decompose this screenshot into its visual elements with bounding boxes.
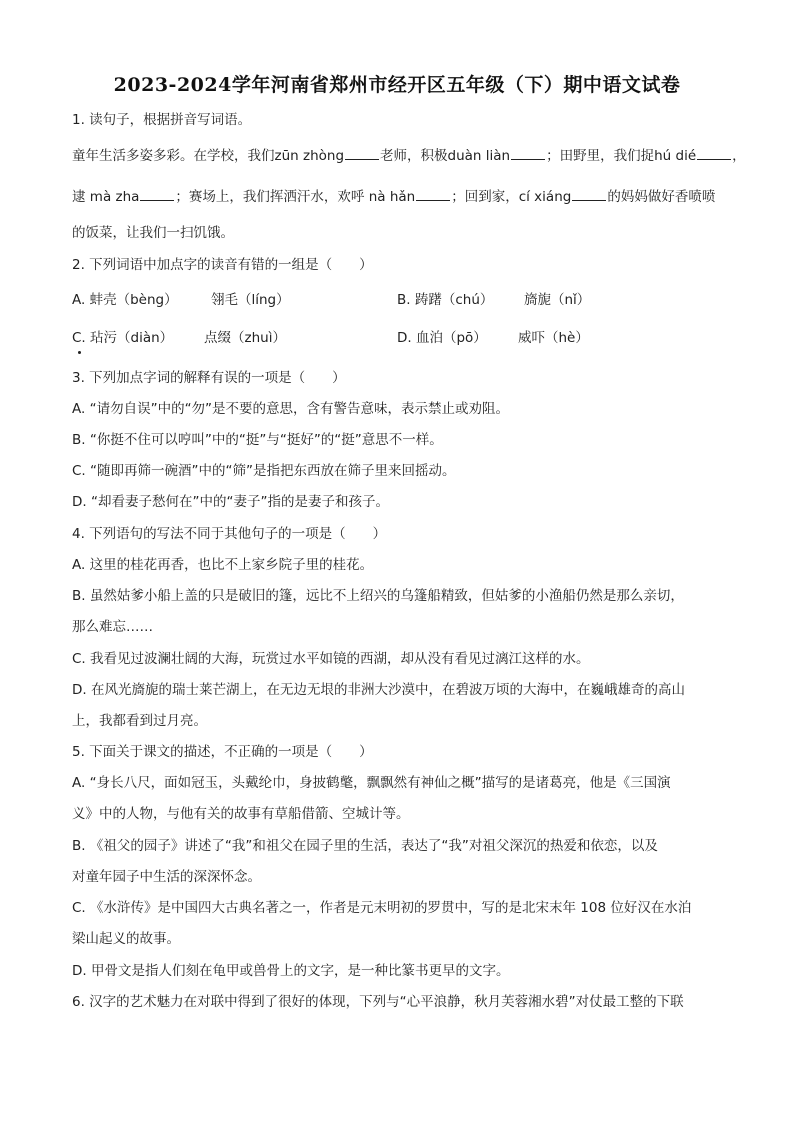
q4-option-d-line2: 上，我都看到过月亮。 [72, 713, 207, 729]
answer-blank[interactable] [416, 186, 450, 201]
q3-option-a: A. “请勿自误”中的“勿”是不要的意思，含有警告意味，表示禁止或劝阻。 [72, 401, 510, 417]
q5-option-c-line2: 梁山起义的故事。 [72, 931, 180, 947]
q1-line1-c: ；田野里，我们捉hú dié [546, 148, 697, 164]
q2-option-b-word1: B. 踌躇（chú） [397, 292, 494, 308]
q1-line2-b: ；赛场上，我们挥洒汗水，欢呼 nà hǎn [175, 189, 416, 205]
q2-option-d-word2: 威吓（hè） [518, 330, 589, 346]
q5-stem: 5. 下面关于课文的描述，不正确的一项是（ ） [72, 744, 373, 760]
q3-option-c: C. “随即再筛一碗酒”中的“筛”是指把东西放在筛子里来回摇动。 [72, 463, 456, 479]
answer-blank[interactable] [572, 186, 606, 201]
q4-option-d-line1: D. 在风光旖旎的瑞士莱芒湖上，在无边无垠的非洲大沙漠中，在碧波万顷的大海中，在巍峨雄奇的高山 [72, 682, 685, 698]
q3-option-b: B. “你挺不住可以哼叫”中的“挺”与“挺好”的“挺”意思不一样。 [72, 432, 443, 448]
emphasis-dot [78, 351, 81, 354]
q4-option-b-line2: 那么难忘…… [72, 619, 153, 635]
answer-blank[interactable] [140, 186, 174, 201]
q4-option-b-line1: B. 虽然姑爹小船上盖的只是破旧的篷，远比不上绍兴的乌篷船精致，但姑爹的小渔船仍然是那么亲切， [72, 588, 684, 604]
q5-option-a-line2: 义》中的人物，与他有关的故事有草船借箭、空城计等。 [72, 806, 410, 822]
q1-line1-d: ， [732, 148, 746, 164]
q2-option-b-word2: 旖旎（nǐ） [524, 292, 591, 308]
q4-option-c: C. 我看见过波澜壮阔的大海，玩赏过水平如镜的西湖，却从没有看见过漓江这样的水。 [72, 651, 590, 667]
q1-line2-a: 逮 mà zha [72, 189, 140, 205]
q5-option-c-line1: C. 《水浒传》是中国四大古典名著之一，作者是元末明初的罗贯中，写的是北宋末年 108 位好汉在水泊 [72, 900, 692, 916]
q6-stem: 6. 汉字的艺术魅力在对联中得到了很好的体现，下列与“心平浪静，秋月芙蓉湘水碧”对仗最工整的下联 [72, 994, 684, 1010]
q4-stem: 4. 下列语句的写法不同于其他句子的一项是（ ） [72, 526, 387, 542]
q2-stem: 2. 下列词语中加点字的读音有错的一组是（ ） [72, 257, 373, 273]
q3-stem: 3. 下列加点字词的解释有误的一项是（ ） [72, 370, 346, 386]
q2-option-a-word2: 翎毛（líng） [211, 292, 290, 308]
answer-blank[interactable] [697, 145, 731, 160]
q1-stem: 1. 读句子，根据拼音写词语。 [72, 112, 252, 128]
q5-option-a-line1: A. “身长八尺，面如冠玉，头戴纶巾，身披鹤氅，飘飘然有神仙之概”描写的是诸葛亮，他是《三国演 [72, 775, 671, 791]
exam-title: 2023-2024学年河南省郑州市经开区五年级（下）期中语文试卷 [113, 74, 681, 96]
q2-option-c-word1: C. 玷污（diàn） [72, 330, 174, 346]
q2-option-a-word1: A. 蚌壳（bèng） [72, 292, 178, 308]
q1-line1-b: 老师，积极duàn liàn [380, 148, 511, 164]
q3-option-d: D. “却看妻子愁何在”中的“妻子”指的是妻子和孩子。 [72, 494, 389, 510]
q1-line-1 [72, 145, 746, 166]
q2-option-d-word1: D. 血泊（pō） [397, 330, 487, 346]
q5-option-d: D. 甲骨文是指人们刻在龟甲或兽骨上的文字，是一种比篆书更早的文字。 [72, 963, 510, 979]
q1-line1-a: 童年生活多姿多彩。在学校，我们zūn zhòng [72, 148, 345, 164]
q1-line2-c: ；回到家，cí xiáng [451, 189, 572, 205]
q2-option-c-word2: 点缀（zhuì） [204, 330, 286, 346]
q1-line-2 [72, 186, 732, 207]
q4-option-a: A. 这里的桂花再香，也比不上家乡院子里的桂花。 [72, 557, 374, 573]
answer-blank[interactable] [511, 145, 545, 160]
q5-option-b-line1: B. 《祖父的园子》讲述了“我”和祖父在园子里的生活，表达了“我”对祖父深沉的热爱和依恋，以及 [72, 838, 658, 854]
q1-line2-d: 的妈妈做好香喷喷 [607, 189, 716, 205]
q5-option-b-line2: 对童年园子中生活的深深怀念。 [72, 869, 261, 885]
answer-blank[interactable] [345, 145, 379, 160]
q1-line-3: 的饭菜，让我们一扫饥饿。 [72, 225, 234, 241]
